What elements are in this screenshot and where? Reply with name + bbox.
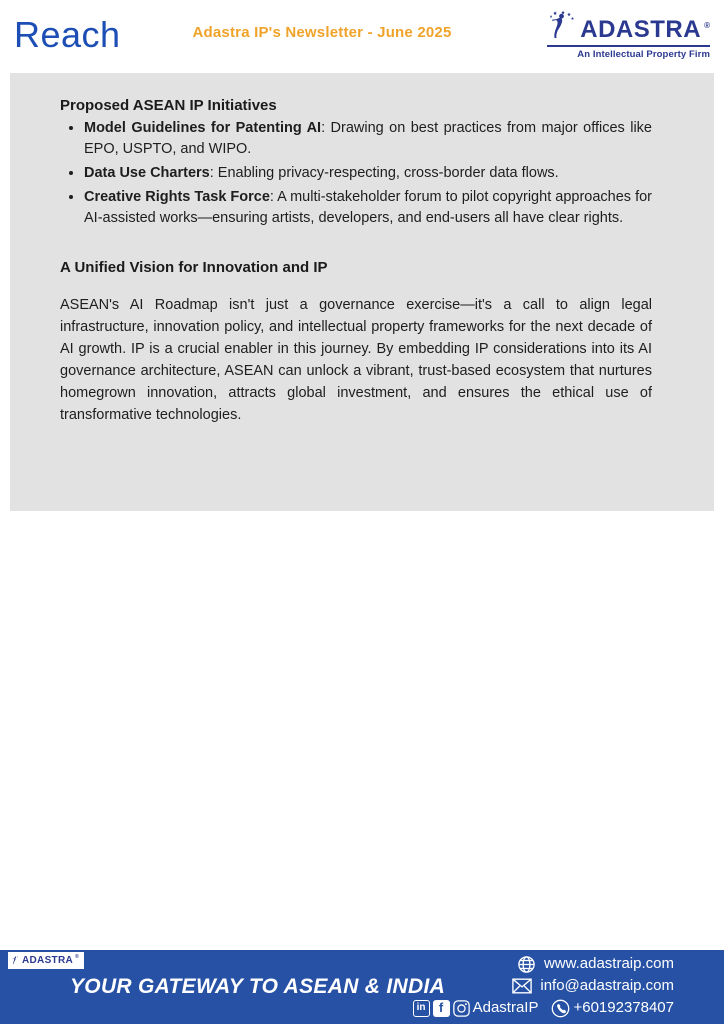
email-link[interactable]: info@adastraip.com: [540, 977, 674, 994]
initiatives-list: [60, 118, 652, 229]
footer-tagline: YOUR GATEWAY TO ASEAN & INDIA: [70, 975, 446, 998]
newsletter-title: Adastra IP's Newsletter - June 2025: [192, 24, 452, 41]
footer-adastra-logo: [8, 952, 84, 969]
bullet-bold-text: Data Use Charters: [84, 165, 210, 182]
registered-mark: ®: [704, 21, 710, 30]
instagram-icon[interactable]: [453, 1000, 470, 1017]
phone-number[interactable]: +60192378407: [573, 999, 674, 1016]
page-header: [0, 0, 724, 73]
social-row: [413, 998, 674, 1018]
bullet-rest-text: : A multi-stakeholder forum to pilot copyright approaches for AI-assisted works—ensuring artists, developers, and end-users all have clear rights.: [84, 189, 652, 227]
social-handle[interactable]: AdastraIP: [472, 999, 539, 1016]
footer-contact-block: [413, 954, 674, 1018]
bullet-rest-text: : Drawing on best practices from major offices like EPO, USPTO, and WIPO.: [84, 120, 652, 158]
linkedin-icon[interactable]: in: [413, 1000, 430, 1017]
adastra-logo-tagline: An Intellectual Property Firm: [547, 45, 710, 60]
phone-icon: [551, 999, 570, 1018]
brand-reach: Reach: [14, 14, 121, 55]
facebook-icon[interactable]: f: [433, 1000, 450, 1017]
adastra-star-icon: [547, 10, 577, 42]
vision-paragraph: ASEAN's AI Roadmap isn't just a governance exercise—it's a call to align legal infrastructure, innovation policy, and intellectual property frameworks for the next decade of AI growth. IP is a crucial enabler in this journey. By embedding IP considerations into its AI governance architecture, ASEAN can unlock a vibrant, trust-based ecosystem that nurtures homegrown innovation, attracts global investment, and ensures the ethical use of transformative technologies.: [60, 297, 652, 424]
bullet-bold-text: Model Guidelines for Patenting AI: [84, 120, 322, 136]
content-panel: [10, 73, 714, 511]
list-item-model-guidelines: [84, 118, 652, 160]
bullet-rest-text: : Enabling privacy-respecting, cross-border data flows.: [209, 165, 559, 182]
list-item-creative-rights: [84, 187, 652, 229]
registered-mark: ®: [75, 953, 79, 960]
section-heading-vision: A Unified Vision for Innovation and IP: [60, 259, 328, 277]
mail-icon: [512, 978, 532, 994]
adastra-logo-name: ADASTRA: [580, 16, 702, 43]
website-row[interactable]: [517, 954, 674, 974]
email-row[interactable]: [512, 976, 674, 996]
list-item-data-use-charters: [84, 163, 652, 184]
globe-icon: [517, 955, 536, 974]
adastra-star-icon: [11, 955, 20, 966]
bullet-bold-text: Creative Rights Task Force: [84, 189, 270, 206]
footer-logo-name: ADASTRA: [22, 954, 73, 966]
adastra-logo: [547, 10, 710, 60]
page-footer: [0, 950, 724, 1024]
website-link[interactable]: www.adastraip.com: [543, 955, 674, 972]
section-heading-initiatives: Proposed ASEAN IP Initiatives: [60, 97, 277, 114]
